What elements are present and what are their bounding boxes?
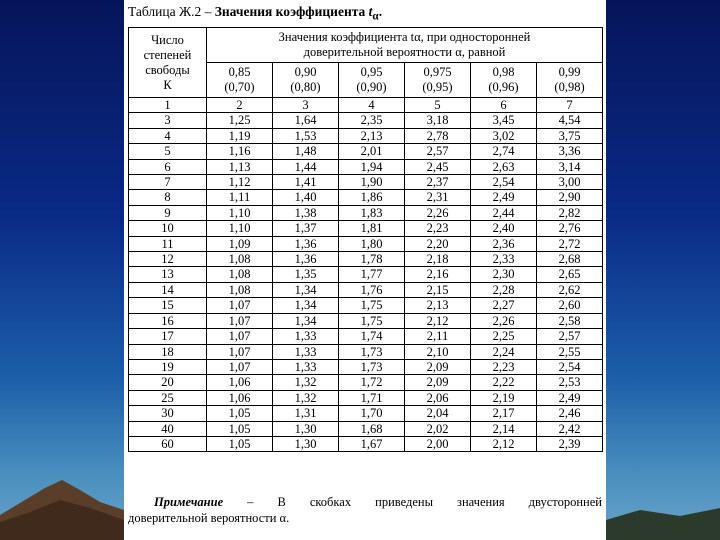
table-row bbox=[129, 190, 603, 205]
table-row bbox=[129, 406, 603, 421]
value-cell: 1,74 bbox=[339, 329, 405, 344]
note-word: значения bbox=[457, 495, 505, 509]
value-cell: 2,68 bbox=[537, 252, 603, 267]
value-cell: 2,57 bbox=[537, 329, 603, 344]
value-cell: 2,13 bbox=[405, 298, 471, 313]
value-cell: 2,23 bbox=[471, 359, 537, 374]
value-cell: 1,19 bbox=[207, 128, 273, 143]
header-dof-line: Число bbox=[151, 32, 184, 47]
alpha-one-sided: 0,90 bbox=[294, 65, 317, 79]
dof-cell: 15 bbox=[129, 298, 207, 313]
value-cell: 2,90 bbox=[537, 190, 603, 205]
value-cell: 1,33 bbox=[273, 359, 339, 374]
value-cell: 1,41 bbox=[273, 175, 339, 190]
dof-cell: 25 bbox=[129, 390, 207, 405]
value-cell: 2,26 bbox=[405, 205, 471, 220]
value-cell: 1,30 bbox=[273, 436, 339, 451]
table-row bbox=[129, 236, 603, 251]
value-cell: 2,22 bbox=[471, 375, 537, 390]
value-cell: 2,19 bbox=[471, 390, 537, 405]
value-cell: 2,13 bbox=[339, 128, 405, 143]
value-cell: 1,08 bbox=[207, 267, 273, 282]
value-cell: 1,33 bbox=[273, 329, 339, 344]
value-cell: 1,73 bbox=[339, 344, 405, 359]
table-row bbox=[129, 252, 603, 267]
value-cell: 1,70 bbox=[339, 406, 405, 421]
value-cell: 2,33 bbox=[471, 252, 537, 267]
value-cell: 2,28 bbox=[471, 282, 537, 297]
table-row bbox=[129, 344, 603, 359]
value-cell: 1,25 bbox=[207, 113, 273, 128]
value-cell: 1,12 bbox=[207, 175, 273, 190]
value-cell: 2,09 bbox=[405, 375, 471, 390]
value-cell: 1,08 bbox=[207, 282, 273, 297]
value-cell: 2,20 bbox=[405, 236, 471, 251]
coefficient-table bbox=[128, 27, 603, 452]
value-cell: 1,40 bbox=[273, 190, 339, 205]
value-cell: 2,16 bbox=[405, 267, 471, 282]
value-cell: 2,36 bbox=[471, 236, 537, 251]
value-cell: 2,60 bbox=[537, 298, 603, 313]
table-row bbox=[129, 175, 603, 190]
dof-cell: 6 bbox=[129, 159, 207, 174]
column-number: 5 bbox=[405, 98, 471, 113]
alpha-two-sided: (0,98) bbox=[554, 80, 585, 94]
value-cell: 2,55 bbox=[537, 344, 603, 359]
value-cell: 1,72 bbox=[339, 375, 405, 390]
value-cell: 1,67 bbox=[339, 436, 405, 451]
value-cell: 1,36 bbox=[273, 252, 339, 267]
value-cell: 2,65 bbox=[537, 267, 603, 282]
header-alpha-cell bbox=[207, 63, 273, 98]
header-span bbox=[207, 28, 603, 63]
alpha-two-sided: (0,80) bbox=[290, 80, 321, 94]
alpha-one-sided: 0,99 bbox=[558, 65, 581, 79]
column-number: 6 bbox=[471, 98, 537, 113]
value-cell: 2,46 bbox=[537, 406, 603, 421]
header-alpha-cell bbox=[339, 63, 405, 98]
value-cell: 2,09 bbox=[405, 359, 471, 374]
value-cell: 1,05 bbox=[207, 436, 273, 451]
alpha-two-sided: (0,70) bbox=[224, 80, 255, 94]
value-cell: 1,81 bbox=[339, 221, 405, 236]
value-cell: 2,62 bbox=[537, 282, 603, 297]
value-cell: 2,35 bbox=[339, 113, 405, 128]
value-cell: 1,80 bbox=[339, 236, 405, 251]
value-cell: 4,54 bbox=[537, 113, 603, 128]
alpha-two-sided: (0,95) bbox=[422, 80, 453, 94]
value-cell: 2,00 bbox=[405, 436, 471, 451]
column-number: 2 bbox=[207, 98, 273, 113]
value-cell: 1,71 bbox=[339, 390, 405, 405]
value-cell: 1,78 bbox=[339, 252, 405, 267]
value-cell: 1,33 bbox=[273, 344, 339, 359]
value-cell: 2,49 bbox=[471, 190, 537, 205]
header-span-line: Значения коэффициента tα, при односторонней bbox=[278, 30, 531, 44]
dof-cell: 60 bbox=[129, 436, 207, 451]
value-cell: 2,30 bbox=[471, 267, 537, 282]
value-cell: 1,86 bbox=[339, 190, 405, 205]
value-cell: 1,53 bbox=[273, 128, 339, 143]
header-dof-line: степеней bbox=[143, 47, 192, 62]
value-cell: 3,45 bbox=[471, 113, 537, 128]
value-cell: 1,09 bbox=[207, 236, 273, 251]
value-cell: 1,10 bbox=[207, 221, 273, 236]
value-cell: 1,35 bbox=[273, 267, 339, 282]
dof-cell: 14 bbox=[129, 282, 207, 297]
value-cell: 2,63 bbox=[471, 159, 537, 174]
value-cell: 2,39 bbox=[537, 436, 603, 451]
caption-prefix: Таблица Ж.2 – bbox=[128, 4, 215, 19]
table-row bbox=[129, 282, 603, 297]
dof-cell: 16 bbox=[129, 313, 207, 328]
value-cell: 2,74 bbox=[471, 144, 537, 159]
value-cell: 2,18 bbox=[405, 252, 471, 267]
dof-cell: 40 bbox=[129, 421, 207, 436]
dof-cell: 4 bbox=[129, 128, 207, 143]
value-cell: 1,13 bbox=[207, 159, 273, 174]
alpha-one-sided: 0,85 bbox=[228, 65, 251, 79]
note-word: приведены bbox=[375, 495, 433, 509]
value-cell: 2,24 bbox=[471, 344, 537, 359]
value-cell: 1,83 bbox=[339, 205, 405, 220]
table-row bbox=[129, 205, 603, 220]
note-word: В bbox=[277, 495, 286, 509]
value-cell: 2,04 bbox=[405, 406, 471, 421]
value-cell: 1,08 bbox=[207, 252, 273, 267]
note-line-2: доверительной вероятности α. bbox=[128, 511, 290, 525]
value-cell: 2,14 bbox=[471, 421, 537, 436]
value-cell: 2,27 bbox=[471, 298, 537, 313]
dof-cell: 3 bbox=[129, 113, 207, 128]
value-cell: 2,25 bbox=[471, 329, 537, 344]
value-cell: 2,12 bbox=[471, 436, 537, 451]
value-cell: 1,07 bbox=[207, 344, 273, 359]
alpha-one-sided: 0,98 bbox=[492, 65, 515, 79]
column-number: 3 bbox=[273, 98, 339, 113]
value-cell: 2,76 bbox=[537, 221, 603, 236]
value-cell: 1,32 bbox=[273, 375, 339, 390]
value-cell: 3,18 bbox=[405, 113, 471, 128]
dof-cell: 10 bbox=[129, 221, 207, 236]
table-row bbox=[129, 113, 603, 128]
value-cell: 1,05 bbox=[207, 421, 273, 436]
table-row bbox=[129, 159, 603, 174]
value-cell: 1,75 bbox=[339, 298, 405, 313]
value-cell: 1,06 bbox=[207, 390, 273, 405]
caption-title: Значения коэффициента bbox=[214, 4, 369, 19]
header-alpha-cell bbox=[405, 63, 471, 98]
value-cell: 2,12 bbox=[405, 313, 471, 328]
value-cell: 2,49 bbox=[537, 390, 603, 405]
value-cell: 1,64 bbox=[273, 113, 339, 128]
value-cell: 2,37 bbox=[405, 175, 471, 190]
note-word: – bbox=[247, 495, 254, 509]
value-cell: 1,75 bbox=[339, 313, 405, 328]
value-cell: 1,31 bbox=[273, 406, 339, 421]
value-cell: 2,78 bbox=[405, 128, 471, 143]
table-row bbox=[129, 221, 603, 236]
dof-cell: 13 bbox=[129, 267, 207, 282]
header-dof-line: свободы bbox=[145, 62, 190, 77]
value-cell: 1,44 bbox=[273, 159, 339, 174]
dof-cell: 8 bbox=[129, 190, 207, 205]
value-cell: 3,36 bbox=[537, 144, 603, 159]
value-cell: 2,26 bbox=[471, 313, 537, 328]
alpha-two-sided: (0,96) bbox=[488, 80, 519, 94]
value-cell: 1,11 bbox=[207, 190, 273, 205]
value-cell: 1,07 bbox=[207, 359, 273, 374]
value-cell: 1,10 bbox=[207, 205, 273, 220]
table-row bbox=[129, 436, 603, 451]
value-cell: 1,34 bbox=[273, 313, 339, 328]
value-cell: 1,94 bbox=[339, 159, 405, 174]
value-cell: 1,37 bbox=[273, 221, 339, 236]
value-cell: 2,54 bbox=[537, 359, 603, 374]
value-cell: 2,10 bbox=[405, 344, 471, 359]
note-word: скобках bbox=[309, 495, 352, 509]
value-cell: 2,23 bbox=[405, 221, 471, 236]
value-cell: 2,31 bbox=[405, 190, 471, 205]
header-dof bbox=[129, 28, 207, 98]
value-cell: 1,38 bbox=[273, 205, 339, 220]
header-alpha-cell bbox=[537, 63, 603, 98]
header-span-line: доверительной вероятности α, равной bbox=[303, 45, 506, 59]
dof-cell: 5 bbox=[129, 144, 207, 159]
value-cell: 3,75 bbox=[537, 128, 603, 143]
table-row bbox=[129, 421, 603, 436]
table-row bbox=[129, 298, 603, 313]
value-cell: 3,14 bbox=[537, 159, 603, 174]
value-cell: 2,44 bbox=[471, 205, 537, 220]
value-cell: 2,82 bbox=[537, 205, 603, 220]
value-cell: 3,00 bbox=[537, 175, 603, 190]
value-cell: 1,77 bbox=[339, 267, 405, 282]
value-cell: 1,05 bbox=[207, 406, 273, 421]
table-row bbox=[129, 329, 603, 344]
value-cell: 1,34 bbox=[273, 282, 339, 297]
value-cell: 2,57 bbox=[405, 144, 471, 159]
value-cell: 2,53 bbox=[537, 375, 603, 390]
value-cell: 3,02 bbox=[471, 128, 537, 143]
dof-cell: 7 bbox=[129, 175, 207, 190]
table-row bbox=[129, 144, 603, 159]
column-number: 1 bbox=[129, 98, 207, 113]
value-cell: 1,32 bbox=[273, 390, 339, 405]
value-cell: 1,06 bbox=[207, 375, 273, 390]
table-row bbox=[129, 313, 603, 328]
value-cell: 1,16 bbox=[207, 144, 273, 159]
value-cell: 2,42 bbox=[537, 421, 603, 436]
dof-cell: 19 bbox=[129, 359, 207, 374]
value-cell: 2,06 bbox=[405, 390, 471, 405]
value-cell: 2,11 bbox=[405, 329, 471, 344]
note-label: Примечание bbox=[154, 495, 224, 509]
value-cell: 1,68 bbox=[339, 421, 405, 436]
table-row bbox=[129, 128, 603, 143]
alpha-one-sided: 0,975 bbox=[423, 65, 452, 79]
dof-cell: 30 bbox=[129, 406, 207, 421]
dof-cell: 17 bbox=[129, 329, 207, 344]
dof-cell: 9 bbox=[129, 205, 207, 220]
table-row bbox=[129, 267, 603, 282]
note-word: двусторонней bbox=[528, 495, 602, 509]
value-cell: 2,15 bbox=[405, 282, 471, 297]
value-cell: 1,90 bbox=[339, 175, 405, 190]
value-cell: 2,45 bbox=[405, 159, 471, 174]
column-number: 4 bbox=[339, 98, 405, 113]
value-cell: 1,76 bbox=[339, 282, 405, 297]
value-cell: 2,58 bbox=[537, 313, 603, 328]
value-cell: 1,30 bbox=[273, 421, 339, 436]
alpha-two-sided: (0,90) bbox=[356, 80, 387, 94]
value-cell: 2,01 bbox=[339, 144, 405, 159]
header-alpha-cell bbox=[471, 63, 537, 98]
header-alpha-cell bbox=[273, 63, 339, 98]
header-dof-line: К bbox=[163, 77, 172, 92]
dof-cell: 11 bbox=[129, 236, 207, 251]
dof-cell: 20 bbox=[129, 375, 207, 390]
caption-symbol: t bbox=[368, 4, 373, 19]
value-cell: 2,72 bbox=[537, 236, 603, 251]
value-cell: 2,40 bbox=[471, 221, 537, 236]
value-cell: 2,02 bbox=[405, 421, 471, 436]
table-caption: Таблица Ж.2 – Значения коэффициента $t_\alpha$. bbox=[128, 4, 383, 23]
table-row bbox=[129, 359, 603, 374]
document-page bbox=[124, 0, 606, 540]
value-cell: 1,48 bbox=[273, 144, 339, 159]
value-cell: 2,17 bbox=[471, 406, 537, 421]
table-row bbox=[129, 375, 603, 390]
value-cell: 1,07 bbox=[207, 298, 273, 313]
dof-cell: 12 bbox=[129, 252, 207, 267]
value-cell: 1,73 bbox=[339, 359, 405, 374]
caption-subscript: α bbox=[372, 10, 379, 23]
value-cell: 1,07 bbox=[207, 329, 273, 344]
alpha-one-sided: 0,95 bbox=[360, 65, 383, 79]
value-cell: 1,36 bbox=[273, 236, 339, 251]
value-cell: 2,54 bbox=[471, 175, 537, 190]
value-cell: 1,07 bbox=[207, 313, 273, 328]
table-note bbox=[128, 492, 602, 528]
dof-cell: 18 bbox=[129, 344, 207, 359]
table-row bbox=[129, 390, 603, 405]
column-number: 7 bbox=[537, 98, 603, 113]
value-cell: 1,34 bbox=[273, 298, 339, 313]
